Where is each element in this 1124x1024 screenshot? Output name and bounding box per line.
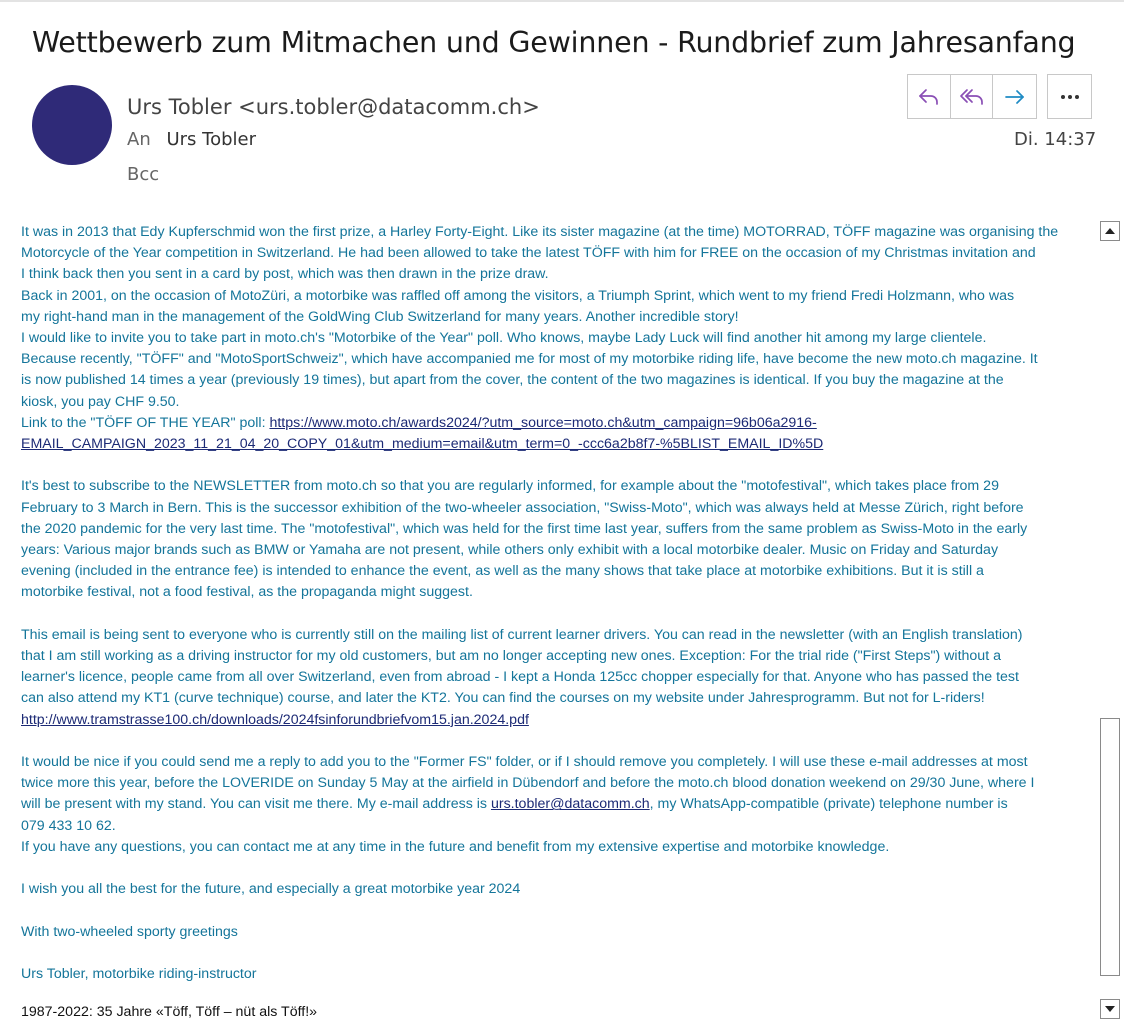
reply-all-button[interactable] <box>951 75 994 118</box>
body-line: learner's licence, people came from all over Switzerland, even from abroad - I kept a Honda 125cc chopper especially for that. Anyone who has passed the test <box>21 669 1019 686</box>
vertical-scrollbar[interactable] <box>1098 218 1124 1024</box>
reply-all-icon <box>959 85 985 109</box>
bcc-label: Bcc <box>127 164 160 185</box>
more-actions-button[interactable] <box>1047 74 1092 119</box>
body-line: my right-hand man in the management of the GoldWing Club Switzerland for many years. Another incredible story! <box>21 308 739 325</box>
signature: Urs Tobler, motorbike riding-instructor <box>21 966 257 983</box>
pdf-link-line <box>21 710 1091 731</box>
body-line: I think back then you sent in a card by post, which was then drawn in the prize draw. <box>21 266 549 283</box>
poll-link-line <box>21 434 1091 455</box>
paragraph-mailing-list <box>21 625 1091 731</box>
body-line: that I am still working as a driving instructor for my old customers, but am no longer accepting new ones. Exception: For the trial ride ("First Steps") without a <box>21 648 1001 665</box>
email-subject: Wettbewerb zum Mitmachen und Gewinnen - Rundbrief zum Jahresanfang <box>32 26 1076 59</box>
body-line: This email is being sent to everyone who is currently still on the mailing list of current learner drivers. You can read in the newsletter (with an English translation) <box>21 626 1023 643</box>
scroll-up-button[interactable] <box>1100 221 1120 241</box>
body-line: kiosk, you pay CHF 9.50. <box>21 393 180 410</box>
signature-footer: 1987-2022: 35 Jahre «Töff, Töff – nüt als Töff!» <box>21 1004 318 1020</box>
to-label: An <box>127 129 151 150</box>
email-body <box>0 218 1098 1024</box>
poll-link-continued[interactable]: EMAIL_CAMPAIGN_2023_11_21_04_20_COPY_01&utm_medium=email&utm_term=0_-ccc6a2b8f7-%5BLIST_EMAIL_ID%5D <box>21 436 824 453</box>
paragraph-newsletter <box>21 476 1091 603</box>
body-line: Because recently, "TÖFF" and "MotoSportSchweiz", which have accompanied me for most of my motorbike riding life, have become the new moto.ch magazine. It <box>21 351 1038 368</box>
window-top-border <box>0 0 1124 2</box>
body-text-fragment: , my WhatsApp-compatible (private) telephone number is <box>649 796 1008 813</box>
scroll-thumb[interactable] <box>1100 718 1120 976</box>
pdf-link[interactable]: http://www.tramstrasse100.ch/downloads/2024fsinforundbriefvom15.jan.2024.pdf <box>21 711 529 728</box>
body-line: It would be nice if you could send me a reply to add you to the "Former FS" folder, or if I should remove you completely. I will use these e-mail addresses at most <box>21 754 1028 771</box>
paragraph-wishes: I wish you all the best for the future, and especially a great motorbike year 2024 <box>21 881 521 898</box>
scroll-down-button[interactable] <box>1100 999 1120 1019</box>
reply-icon <box>917 85 941 109</box>
reply-button[interactable] <box>908 75 951 118</box>
paragraph-prizes <box>21 222 1091 455</box>
body-line: can also attend my KT1 (curve technique) course, and later the KT2. You can find the courses on my website under Jahresprogramm. But not for L-riders! <box>21 690 985 707</box>
body-line: I would like to invite you to take part in moto.ch's "Motorbike of the Year" poll. Who knows, maybe Lady Luck will find another hit among my large clientele. <box>21 330 987 347</box>
reply-actions-group <box>907 74 1037 119</box>
body-line: years: Various major brands such as BMW or Yamaha are not present, while others only exhibit with a local motorbike dealer. Music on Friday and Saturday <box>21 542 999 559</box>
body-line: February to 3 March in Bern. This is the successor exhibition of the two-wheeler association, "Swiss-Moto", which was always held at Messe Zürich, right before <box>21 499 1024 516</box>
body-line: Motorcycle of the Year competition in Switzerland. He had been allowed to take the latest TÖFF with him for FREE on the occasion of my Christmas invitation and <box>21 245 1036 262</box>
phone-number: 079 433 10 62. <box>21 817 116 834</box>
body-line: evening (included in the entrance fee) is intended to enhance the event, as well as the many shows that take place at motorbike exhibitions. But it is still a <box>21 563 984 580</box>
body-text-fragment: will be present with my stand. You can visit me there. My e-mail address is <box>21 796 491 813</box>
poll-link[interactable]: https://www.moto.ch/awards2024/?utm_source=moto.ch&utm_campaign=96b06a2916- <box>269 414 817 431</box>
sender-name[interactable]: Urs Tobler <urs.tobler@datacomm.ch> <box>127 95 540 119</box>
email-link-line <box>21 794 1091 815</box>
poll-link-label: Link to the "TÖFF OF THE YEAR" poll: <box>21 414 270 431</box>
body-line: motorbike festival, not a food festival, as the propaganda might suggest. <box>21 584 473 601</box>
body-line: If you have any questions, you can contact me at any time in the future and benefit from my extensive expertise and motorbike knowledge. <box>21 838 890 855</box>
body-line: is now published 14 times a year (previously 19 times), but apart from the cover, the content of the two magazines is identical. If you buy the magazine at the <box>21 372 1004 389</box>
forward-icon <box>1003 85 1027 109</box>
recipient-name[interactable]: Urs Tobler <box>166 129 256 150</box>
email-body-text <box>21 222 1091 1006</box>
forward-button[interactable] <box>993 75 1036 118</box>
sender-avatar[interactable] <box>32 85 112 165</box>
poll-link-line <box>21 413 1091 434</box>
body-line: the 2020 pandemic for the very last time. The "motofestival", which was held for the first time last year, suffers from the same problem as Swiss-Moto in the early <box>21 520 1028 537</box>
body-line: twice more this year, before the LOVERIDE on Sunday 5 May at the airfield in Dübendorf and before the moto.ch blood donation weekend on 29/30 June, where I <box>21 775 1035 792</box>
body-line: It was in 2013 that Edy Kupferschmid won the first prize, a Harley Forty-Eight. Like its sister magazine (at the time) MOTORRAD, TÖFF magazine was organising the <box>21 224 1059 240</box>
more-icon <box>1058 93 1082 101</box>
received-date: Di. 14:37 <box>1014 129 1097 150</box>
scroll-up-arrow-icon <box>1105 228 1115 234</box>
scroll-down-arrow-icon <box>1105 1006 1115 1012</box>
body-line: It's best to subscribe to the NEWSLETTER from moto.ch so that you are regularly informed, for example about the "motofestival", which takes place from 29 <box>21 478 999 495</box>
recipient-row <box>127 129 256 150</box>
paragraph-greetings: With two-wheeled sporty greetings <box>21 923 238 940</box>
paragraph-reply-request <box>21 752 1091 858</box>
email-address-link[interactable]: urs.tobler@datacomm.ch <box>490 796 650 813</box>
body-line: Back in 2001, on the occasion of MotoZüri, a motorbike was raffled off among the visitors, a Triumph Sprint, which went to my friend Fredi Holzmann, who was <box>21 287 1015 304</box>
